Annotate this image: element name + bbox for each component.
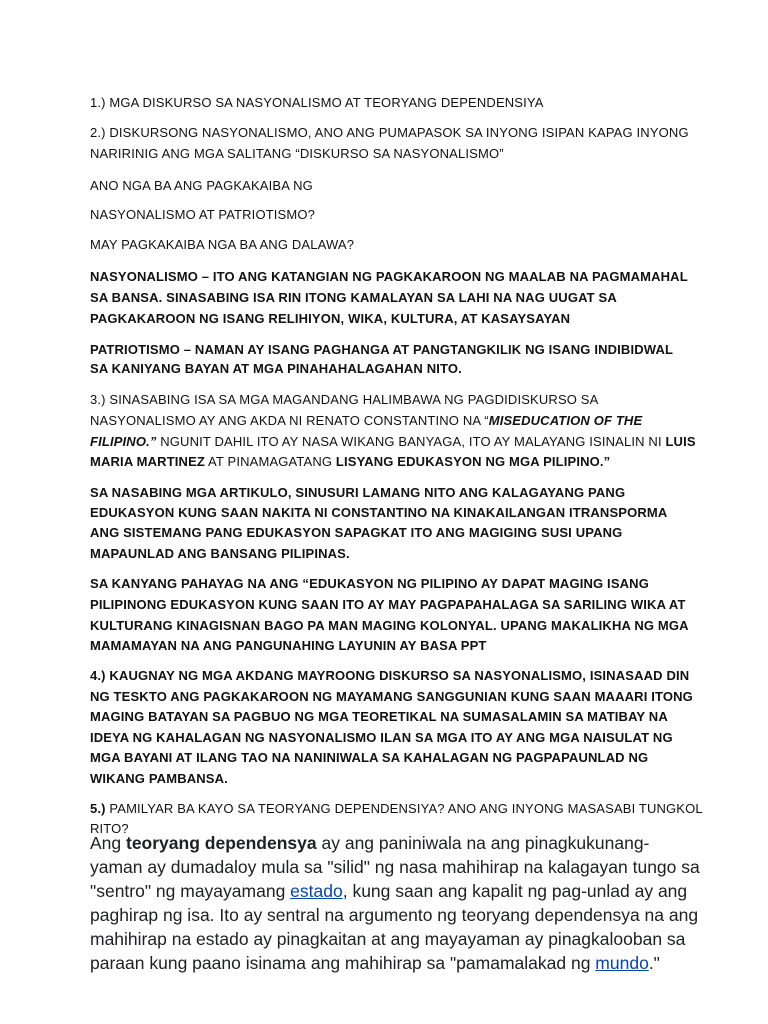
excerpt-line: paghirap ng isa. Ito ay sentral na argumento ng teoryang dependensya na ang [90, 905, 699, 925]
section-5-text: PAMILYAR BA KAYO SA TEORYANG DEPENDENSIYA? ANO ANG INYONG MASASABI TUNGKOL [105, 801, 703, 816]
question-line: ANO NGA BA ANG PAGKAKAIBA NG [90, 178, 313, 193]
section-3-line [90, 413, 642, 429]
translator-name: MARIA MARTINEZ [90, 454, 205, 469]
estado-link[interactable]: estado [290, 881, 343, 901]
pahayag-line: KULTURANG KINAGISNAN BAGO PA MAN MAGING KOLONYAL. UPANG MAKALIKHA NG MGA [90, 618, 689, 633]
excerpt-term: teoryang dependensya [126, 833, 317, 853]
pahayag-line: MAMAMAYAN NA ANG PANGUNAHING LAYUNIN AY BASA PPT [90, 638, 487, 653]
section-4-line: IDEYA NG KAHALAGAN NG NASYONALISMO ILAN SA MGA ITO AY ANG MGA NAISULAT NG [90, 730, 673, 745]
nasyonalismo-definition-line: NASYONALISMO – ITO ANG KATANGIAN NG PAGKAKAROON NG MAALAB NA PAGMAMAHAL [90, 269, 688, 284]
artikulo-line: MAPAUNLAD ANG BANSANG PILIPINAS. [90, 546, 350, 561]
section-4-line: WIKANG PAMBANSA. [90, 771, 228, 786]
excerpt-text: Ang [90, 833, 126, 853]
patriotismo-definition-line: PATRIOTISMO – NAMAN AY ISANG PAGHANGA AT PANGTANGKILIK NG ISANG INDIBIDWAL [90, 342, 674, 357]
artikulo-line: SA NASABING MGA ARTIKULO, SINUSURI LAMANG NITO ANG KALAGAYANG PANG [90, 485, 626, 500]
section-5-number: 5.) [90, 801, 106, 816]
excerpt-text: "sentro" ng mayayamang [90, 881, 291, 901]
section-1-heading: 1.) MGA DISKURSO SA NASYONALISMO AT TEORYANG DEPENDENSIYA [90, 95, 544, 110]
section-4-line: MGA BAYANI AT ILANG TAO NA NANINIWALA SA KAHALAGAN NG PAGPAPAUNLAD NG [90, 750, 649, 765]
nasyonalismo-definition-line: SA BANSA. SINASABING ISA RIN ITONG KAMALAYAN SA LAHI NA NAG UUGAT SA [90, 290, 617, 305]
section-4-line: 4.) KAUGNAY NG MGA AKDANG MAYROONG DISKURSO SA NASYONALISMO, ISINASAAD DIN [90, 668, 690, 683]
section-3-line [90, 454, 610, 470]
question-line: NASYONALISMO AT PATRIOTISMO? [90, 207, 316, 222]
section-4-line: NG TESKTO ANG PAGKAKAROON NG MAYAMANG SANGGUNIAN KUNG SAAN MAAARI ITONG [90, 689, 693, 704]
excerpt-line [90, 952, 660, 974]
section-3-line [90, 434, 696, 450]
excerpt-text: paraan kung paano isinama ang mahihirap sa "pamamalakad ng [90, 953, 596, 973]
pahayag-line: SA KANYANG PAHAYAG NA ANG “EDUKASYON NG PILIPINO AY DAPAT MAGING ISANG [90, 576, 649, 591]
artikulo-line: EDUKASYON KUNG SAAN NAKITA NI CONSTANTINO NA KINAKAILANGAN ITRANSPORMA [90, 505, 668, 520]
excerpt-line: mahihirap na estado ay pinagkaitan at ang mayayaman ay pinagkalooban sa [90, 929, 686, 949]
book-title: FILIPINO.” [90, 434, 157, 449]
excerpt-line [90, 832, 649, 854]
section-3-text: NGUNIT DAHIL ITO AY NASA WIKANG BANYAGA, ITO AY MALAYANG ISINALIN NI [156, 434, 666, 449]
section-2-question-line: 2.) DISKURSONG NASYONALISMO, ANO ANG PUMAPASOK SA INYONG ISIPAN KAPAG INYONG [90, 125, 689, 140]
translated-title: LISYANG EDUKASYON NG MGA PILIPINO.” [335, 454, 611, 469]
book-title: MISEDUCATION OF THE [488, 413, 643, 428]
section-5-line [90, 801, 703, 817]
section-3-text: NASYONALISMO AY ANG AKDA NI RENATO CONSTANTINO NA “ [90, 413, 489, 428]
mundo-link[interactable]: mundo [595, 953, 649, 973]
excerpt-text: ay ang paniniwala na ang pinagkukunang- [316, 833, 650, 853]
pahayag-line: PILIPINONG EDUKASYON KUNG SAAN ITO AY MAY PAGPAPAHALAGA SA SARILING WIKA AT [90, 597, 686, 612]
section-5-line: RITO? [90, 821, 129, 836]
section-3-line: 3.) SINASABING ISA SA MGA MAGANDANG HALIMBAWA NG PAGDIDISKURSO SA [90, 392, 599, 407]
section-4-line: MAGING BATAYAN SA PAGBUO NG MGA TEORETIKAL NA SUMASALAMIN SA MATIBAY NA [90, 709, 668, 724]
excerpt-line [90, 880, 687, 902]
artikulo-line: ANG SISTEMANG PANG EDUKASYON SAPAGKAT ITO ANG MAGIGING SUSI UPANG [90, 525, 623, 540]
excerpt-text: ." [648, 953, 660, 973]
question-line: MAY PAGKAKAIBA NGA BA ANG DALAWA? [90, 237, 355, 252]
section-3-text: AT PINAMAGATANG [205, 454, 336, 469]
nasyonalismo-definition-line: PAGKAKAROON NG ISANG RELIHIYON, WIKA, KULTURA, AT KASAYSAYAN [90, 311, 571, 326]
excerpt-text: , kung saan ang kapalit ng pag-unlad ay ang [342, 881, 688, 901]
section-2-question-line: NARIRINIG ANG MGA SALITANG “DISKURSO SA NASYONALISMO” [90, 146, 504, 161]
patriotismo-definition-line: SA KANIYANG BAYAN AT MGA PINAHAHALAGAHAN NITO. [90, 361, 462, 376]
translator-name: LUIS [665, 434, 696, 449]
excerpt-line: yaman ay dumadaloy mula sa "silid" ng nasa mahihirap na kalagayan tungo sa [90, 857, 700, 877]
